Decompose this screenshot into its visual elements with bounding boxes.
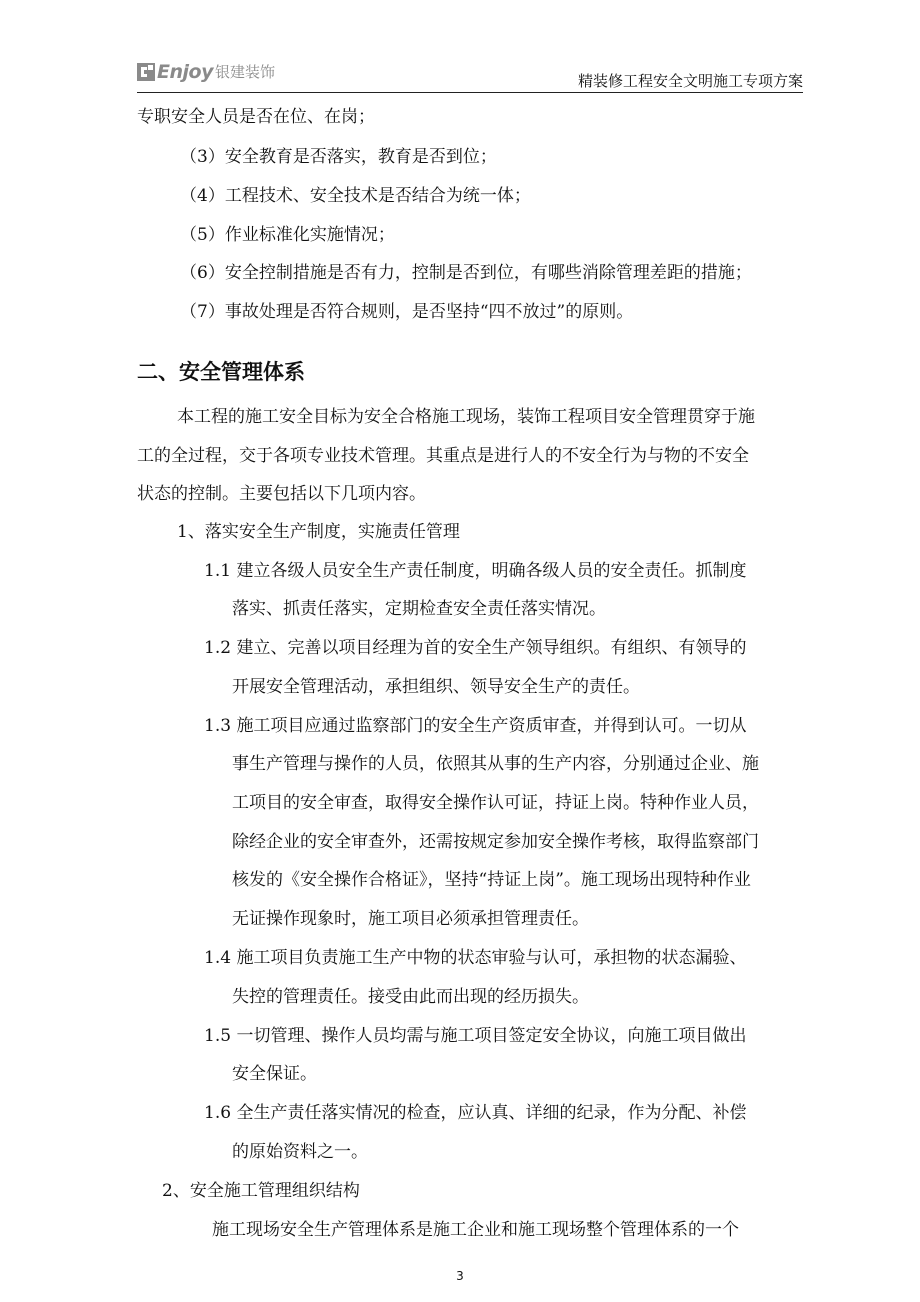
subsection-title: 1、落实安全生产制度，实施责任管理	[177, 522, 460, 542]
clause-line: 1.6 全生产责任落实情况的检查，应认真、详细的纪录，作为分配、补偿	[204, 1103, 747, 1123]
page-number: 3	[456, 1269, 464, 1283]
paragraph-line: 专职安全人员是否在位、在岗；	[137, 107, 375, 127]
logo-text-en: Enjoy	[157, 61, 213, 83]
clause-line: 安全保证。	[232, 1064, 317, 1084]
clause-line: 1.5 一切管理、操作人员均需与施工项目签定安全协议，向施工项目做出	[204, 1026, 747, 1046]
list-item: （7）事故处理是否符合规则，是否坚持“四不放过”的原则。	[180, 302, 634, 322]
list-item: （4）工程技术、安全技术是否结合为统一体；	[180, 186, 531, 206]
clause-line: 事生产管理与操作的人员，依照其从事的生产内容，分别通过企业、施	[232, 754, 759, 774]
clause-line: 无证操作现象时，施工项目必须承担管理责任。	[232, 909, 589, 929]
list-item: （6）安全控制措施是否有力，控制是否到位，有哪些消除管理差距的措施；	[180, 263, 752, 283]
clause-line: 失控的管理责任。接受由此而出现的经历损失。	[232, 987, 589, 1007]
list-item: （5）作业标准化实施情况；	[180, 225, 395, 245]
paragraph-line: 工的全过程，交于各项专业技术管理。其重点是进行人的不安全行为与物的不安全	[137, 446, 749, 466]
section-heading: 二、安全管理体系	[137, 360, 305, 384]
clause-line: 的原始资料之一。	[232, 1142, 368, 1162]
logo-text-cn: 银建装饰	[214, 63, 275, 81]
clause-line: 核发的《安全操作合格证》，坚持“持证上岗”。施工现场出现特种作业	[232, 870, 751, 890]
clause-line: 1.1 建立各级人员安全生产责任制度，明确各级人员的安全责任。抓制度	[204, 561, 747, 581]
paragraph-line: 状态的控制。主要包括以下几项内容。	[137, 484, 426, 504]
paragraph-line: 施工现场安全生产管理体系是施工企业和施工现场整个管理体系的一个	[212, 1220, 739, 1240]
clause-line: 除经企业的安全审查外，还需按规定参加安全操作考核，取得监察部门	[232, 832, 759, 852]
clause-line: 工项目的安全审查，取得安全操作认可证，持证上岗。特种作业人员，	[232, 793, 759, 813]
clause-line: 1.4 施工项目负责施工生产中物的状态审验与认可，承担物的状态漏验、	[204, 948, 747, 968]
clause-line: 开展安全管理活动，承担组织、领导安全生产的责任。	[232, 677, 640, 697]
subsection-title: 2、安全施工管理组织结构	[162, 1181, 360, 1201]
clause-line: 落实、抓责任落实，定期检查安全责任落实情况。	[232, 599, 606, 619]
clause-line: 1.2 建立、完善以项目经理为首的安全生产领导组织。有组织、有领导的	[204, 638, 747, 658]
company-logo	[137, 60, 275, 84]
clause-line: 1.3 施工项目应通过监察部门的安全生产资质审查，并得到认可。一切从	[204, 716, 747, 736]
header-divider	[137, 92, 803, 93]
logo-mark-icon	[137, 63, 155, 81]
paragraph-line: 本工程的施工安全目标为安全合格施工现场，装饰工程项目安全管理贯穿于施	[177, 407, 755, 427]
document-header-title: 精装修工程安全文明施工专项方案	[577, 72, 803, 90]
list-item: （3）安全教育是否落实，教育是否到位；	[180, 147, 497, 167]
